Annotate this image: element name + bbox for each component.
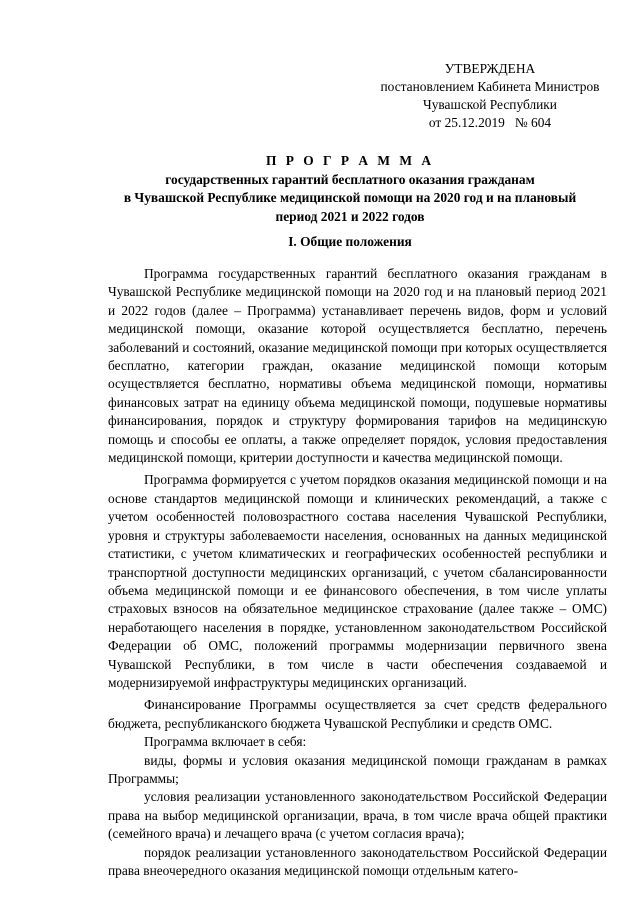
list-item: виды, формы и условия оказания медицинской помощи гражданам в рамках Программы; [108, 752, 607, 786]
paragraph-includes: Программа включает в себя: [144, 734, 307, 750]
paragraph-formation: Программа формируется с учетом порядков оказания медицинской помощи и на основе стандартов медицинской помощи и клинических рекомендаций, а также с учетом особенностей половозрастного состава населения Чувашской Республики, уровня и структуры заболеваемости населения, основанных на данных медицинской статистики, с учетом климатических и географических особенностей республики и транспортной доступности медицинских организаций, с учетом сбалансированности объема медицинской помощи и ее финансового обеспечения, в том числе уплаты страховых взносов на обязательное медицинское страхование (далее также – ОМС) неработающего населения в порядке, установленном законодательством Российской Федерации об ОМС, положений программы модернизации первичного звена Чувашской Республики, в том числе в части обеспечения создаваемой и модернизируемой инфраструктуры медицинских организаций. [108, 472, 607, 690]
body-text [108, 265, 607, 880]
title-word: П Р О Г Р А М М А [265, 153, 435, 168]
document-title [90, 152, 610, 226]
title-line-3: период 2021 и 2022 годов [275, 208, 425, 224]
list-item: порядок реализации установленного законодательством Российской Федерации права внеочередного оказания медицинской помощи отдельным катего- [108, 844, 607, 878]
approval-issuer-region: Чувашской Республики [423, 97, 557, 112]
title-line-1: государственных гарантий бесплатного оказания гражданам [165, 171, 535, 187]
paragraph-intro: Программа государственных гарантий бесплатного оказания гражданам в Чувашской Республике медицинской помощи на 2020 год и на плановый период 2021 и 2022 годов (далее – Программа) устанавливает перечень видов, форм и условий медицинской помощи, оказание которой осуществляется бесплатно, перечень заболеваний и состояний, оказание медицинской помощи при которых осуществляется бесплатно, категории граждан, оказание медицинской помощи которым осуществляется бесплатно, нормативы объема медицинской помощи, нормативы финансовых затрат на единицу объема медицинской помощи, подушевые нормативы финансирования, порядок и структуру формирования тарифов на медицинскую помощь и способы ее оплаты, а также определяет порядок, условия предоставления медицинской помощи, критерии доступности и качества медицинской помощи. [108, 266, 607, 466]
approval-issuer: постановлением Кабинета Министров [380, 79, 600, 94]
title-line-2: в Чувашской Республике медицинской помощи на 2020 год и на плановый [123, 190, 577, 205]
list-item: условия реализации установленного законодательством Российской Федерации права на выбор медицинской организации, врача, в том числе врача общей практики (семейного врача) и лечащего врача (с учетом согласия врача); [108, 789, 607, 842]
paragraph-financing: Финансирование Программы осуществляется за счет средств федерального бюджета, республиканского бюджета Чувашской Республики и средств ОМС. [108, 697, 607, 731]
section-heading: I. Общие положения [288, 234, 412, 249]
approval-status: УТВЕРЖДЕНА [444, 61, 536, 76]
approval-date-number: от 25.12.2019 № 604 [428, 115, 552, 130]
approval-stamp [375, 60, 605, 132]
